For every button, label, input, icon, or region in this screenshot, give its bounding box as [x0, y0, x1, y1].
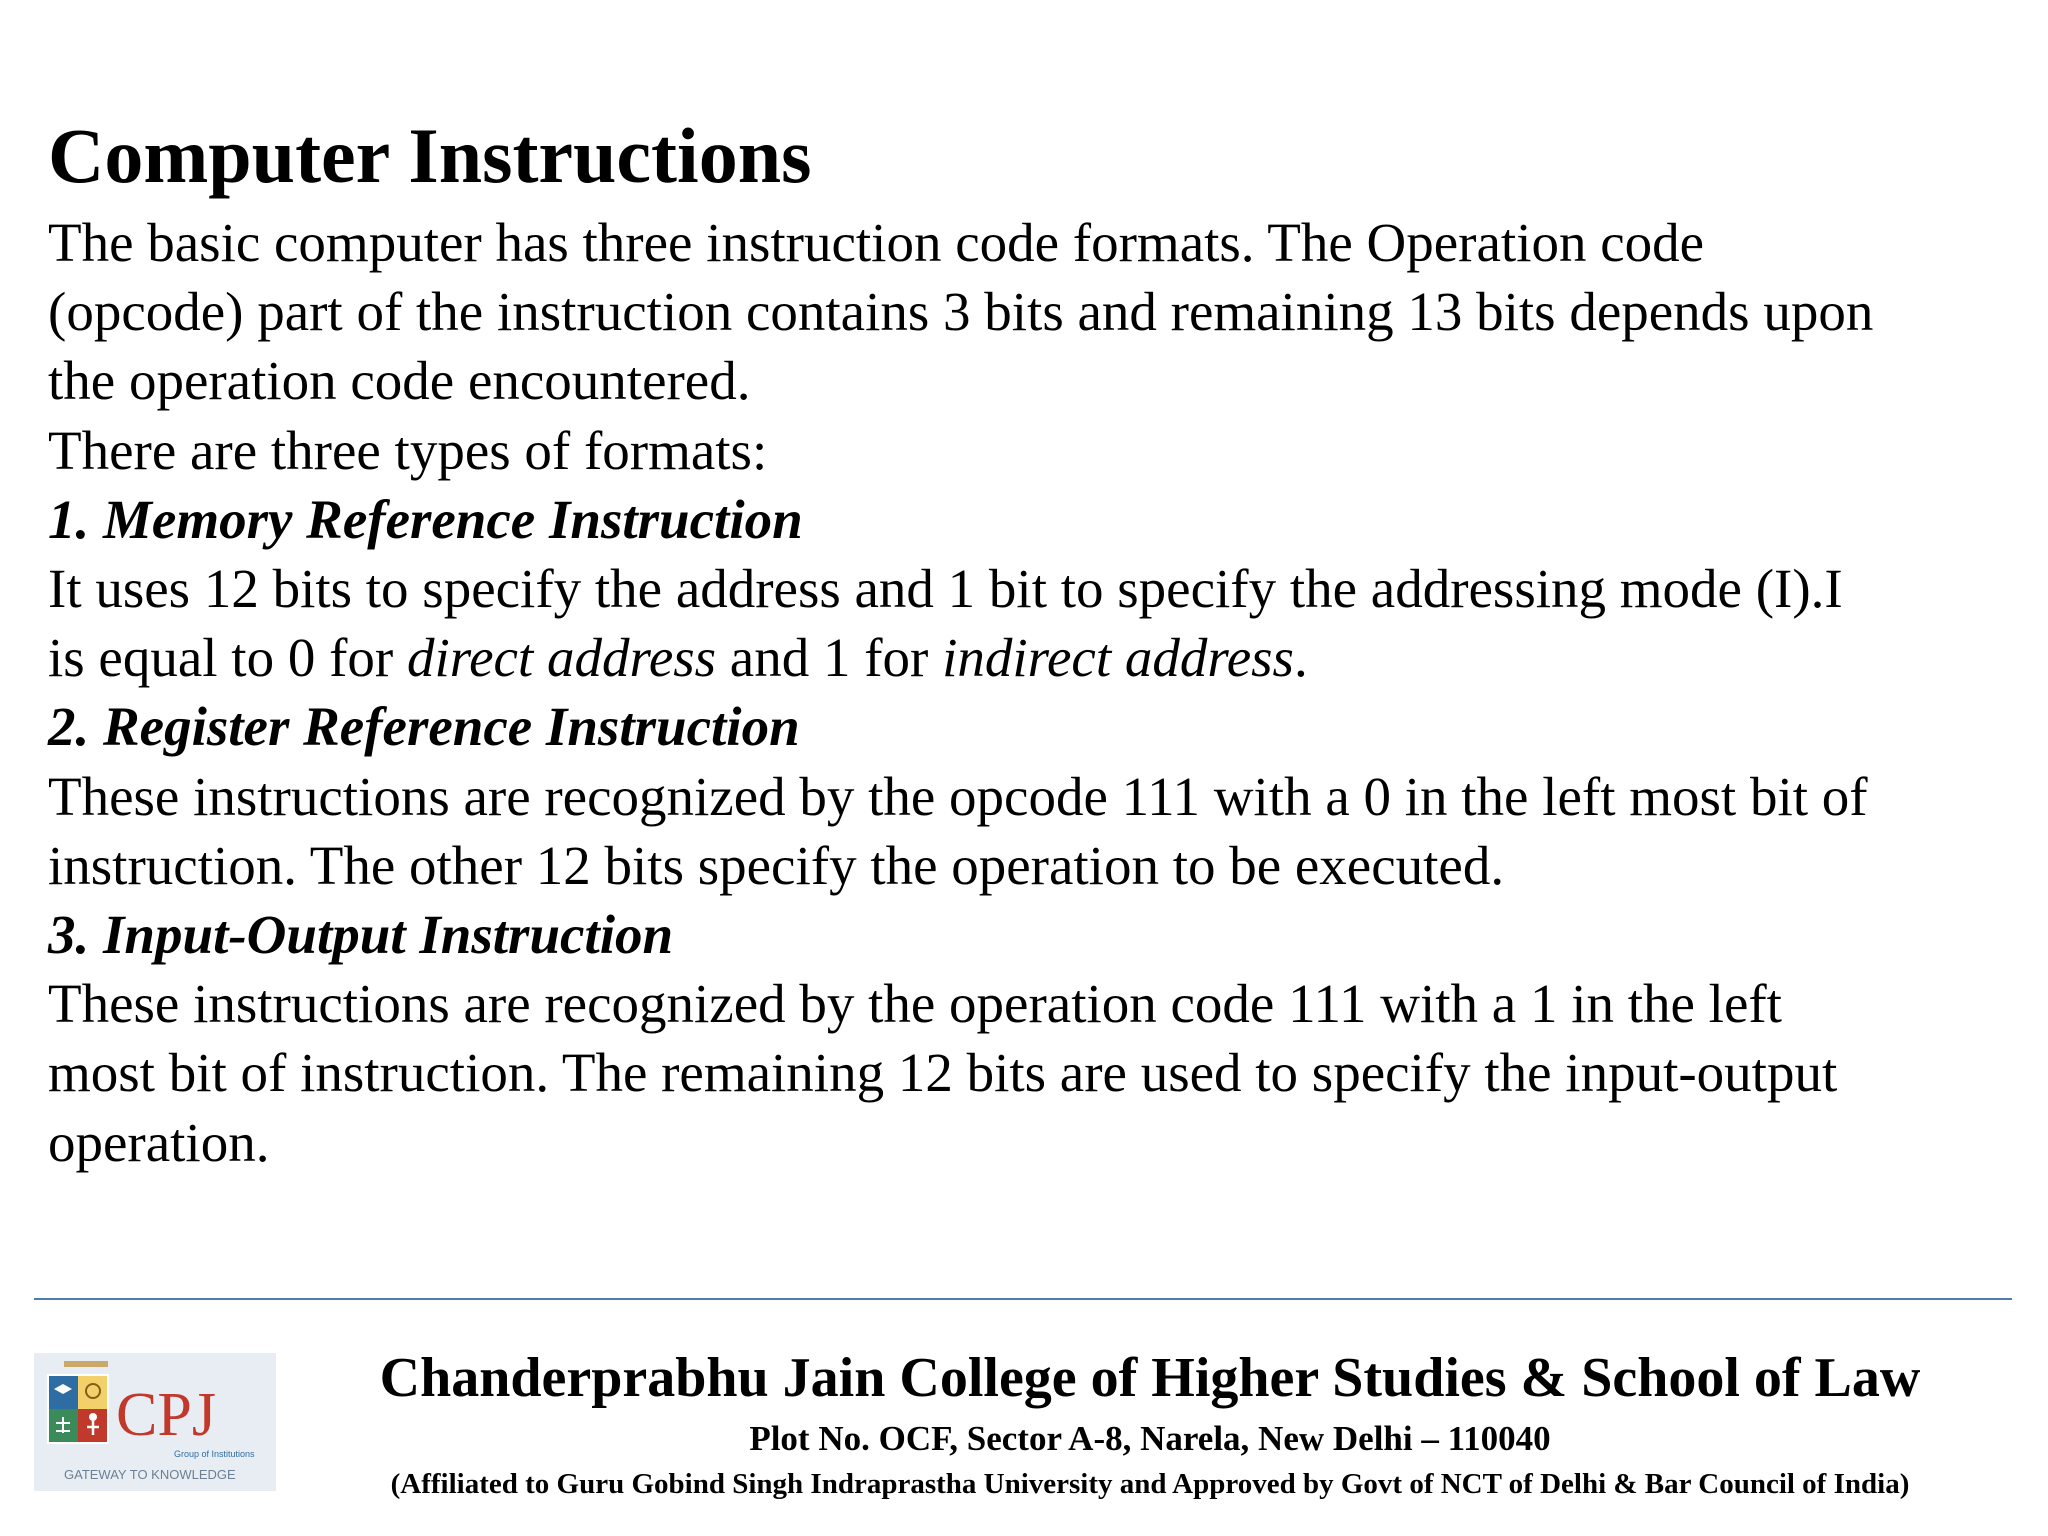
- college-address: Plot No. OCF, Sector A-8, Narela, New Delhi – 110040: [749, 1419, 1551, 1458]
- direct-address-term: direct address: [406, 627, 717, 689]
- intro-line-3: the operation code encountered.: [48, 350, 751, 412]
- intro-line-4: There are three types of formats:: [48, 419, 768, 481]
- college-logo-graphic: [34, 1353, 276, 1491]
- slide-title: Computer Instructions: [48, 112, 812, 199]
- memory-reference-text-c: and 1 for: [716, 627, 943, 689]
- footer-text-block: [300, 1340, 2000, 1506]
- memory-reference-text-e: .: [1293, 627, 1308, 689]
- register-reference-line-2: instruction. The other 12 bits specify the operation to be executed.: [48, 834, 1505, 896]
- intro-line-1: The basic computer has three instruction code formats. The Operation code: [48, 212, 1705, 273]
- input-output-line-3: operation.: [48, 1111, 270, 1173]
- college-logo: [34, 1353, 276, 1491]
- section-heading-memory-reference: 1. Memory Reference Instruction: [48, 488, 803, 550]
- logo-lettering: CPJ: [116, 1381, 216, 1449]
- intro-line-2: (opcode) part of the instruction contains 3 bits and remaining 13 bits depends upon: [48, 281, 1874, 343]
- slide-content: [48, 108, 2008, 1177]
- section-heading-register-reference: 2. Register Reference Instruction: [48, 696, 800, 758]
- memory-reference-line-1: It uses 12 bits to specify the address and 1 bit to specify the addressing mode (I).I: [48, 558, 1843, 620]
- input-output-line-2: most bit of instruction. The remaining 12 bits are used to specify the input-output: [48, 1042, 1838, 1104]
- college-name: Chanderprabhu Jain College of Higher Studies & School of Law: [379, 1347, 1921, 1409]
- memory-reference-line-2: [48, 623, 2008, 692]
- logo-subtitle: Group of Institutions: [174, 1449, 255, 1459]
- footer-divider: [34, 1298, 2012, 1300]
- section-heading-input-output: 3. Input-Output Instruction: [48, 904, 674, 966]
- logo-tagline: GATEWAY TO KNOWLEDGE: [64, 1467, 236, 1482]
- memory-reference-text-a: is equal to 0 for: [48, 627, 407, 689]
- input-output-line-1: These instructions are recognized by the operation code 111 with a 1 in the left: [48, 973, 1782, 1035]
- register-reference-line-1: These instructions are recognized by the opcode 111 with a 0 in the left most bit of: [48, 765, 1868, 827]
- indirect-address-term: indirect address: [942, 627, 1294, 689]
- college-affiliation: (Affiliated to Guru Gobind Singh Indraprastha University and Approved by Govt of NCT of Delhi & Bar Council of India): [390, 1468, 1910, 1500]
